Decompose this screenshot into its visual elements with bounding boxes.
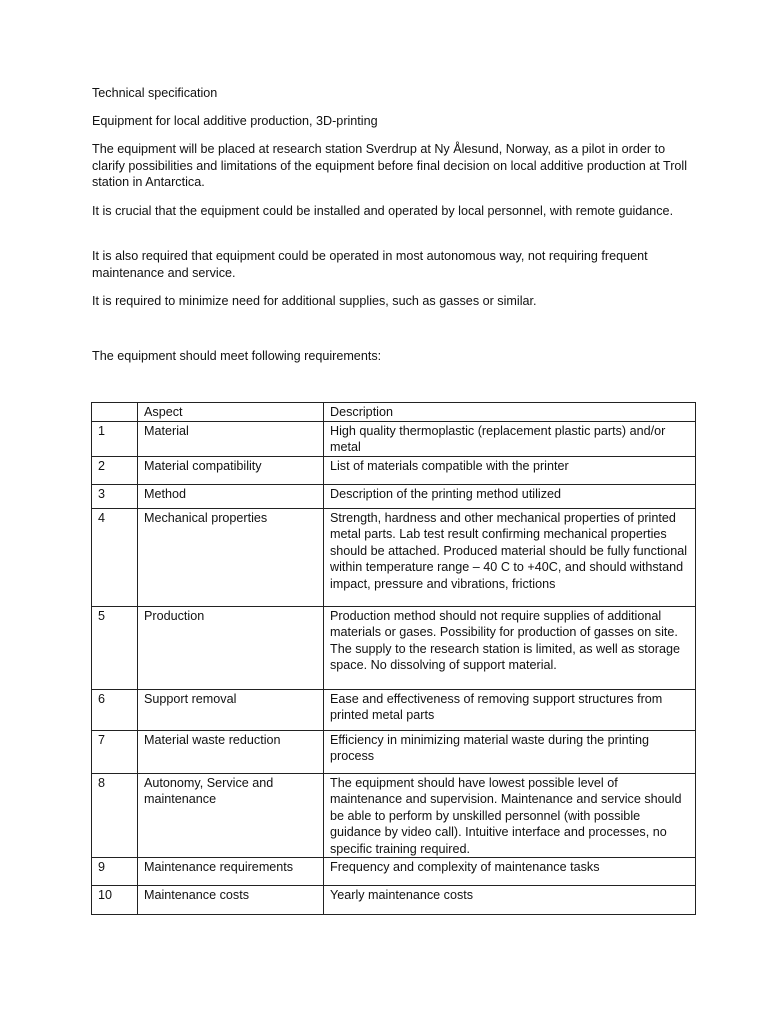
requirements-intro: The equipment should meet following requirements: xyxy=(92,349,382,363)
row-description: Description of the printing method utilized xyxy=(324,484,696,508)
table-row xyxy=(92,689,696,730)
paragraph-location: The equipment will be placed at research station Sverdrup at Ny Ålesund, Norway, as a pilot in order to clarify possibilities and limitations of the equipment before final decision on local additive production at Troll station in Antarctica. xyxy=(92,142,688,189)
row-description: List of materials compatible with the printer xyxy=(324,456,696,484)
table-row xyxy=(92,484,696,508)
row-number: 3 xyxy=(92,484,138,508)
table-row xyxy=(92,421,696,456)
document-title: Technical specification xyxy=(92,86,218,100)
table-row xyxy=(92,858,696,886)
row-aspect: Material waste reduction xyxy=(138,730,324,773)
requirements-table xyxy=(91,402,696,915)
header-cell-number xyxy=(92,403,138,422)
row-number: 6 xyxy=(92,689,138,730)
row-number: 1 xyxy=(92,421,138,456)
row-aspect: Mechanical properties xyxy=(138,508,324,606)
table-row xyxy=(92,508,696,606)
paragraph-installation: It is crucial that the equipment could be installed and operated by local personnel, with remote guidance. xyxy=(92,204,674,218)
table-header-row xyxy=(92,403,696,422)
header-cell-aspect: Aspect xyxy=(138,403,324,422)
row-aspect: Method xyxy=(138,484,324,508)
row-number: 10 xyxy=(92,886,138,915)
row-description: Yearly maintenance costs xyxy=(324,886,696,915)
row-aspect: Support removal xyxy=(138,689,324,730)
table-row xyxy=(92,456,696,484)
row-aspect: Production xyxy=(138,606,324,689)
row-aspect: Maintenance costs xyxy=(138,886,324,915)
row-aspect: Material compatibility xyxy=(138,456,324,484)
row-number: 9 xyxy=(92,858,138,886)
row-description: Production method should not require supplies of additional materials or gases. Possibility for production of gasses on site. The supply to the research station is limited, as well as storage space. No dissolving of support material. xyxy=(324,606,696,689)
document-subtitle: Equipment for local additive production, 3D-printing xyxy=(92,114,378,128)
row-number: 7 xyxy=(92,730,138,773)
paragraph-autonomy: It is also required that equipment could be operated in most autonomous way, not requiring frequent maintenance and service. xyxy=(92,249,648,280)
row-description: Efficiency in minimizing material waste during the printing process xyxy=(324,730,696,773)
row-number: 2 xyxy=(92,456,138,484)
row-description: Ease and effectiveness of removing support structures from printed metal parts xyxy=(324,689,696,730)
row-aspect: Maintenance requirements xyxy=(138,858,324,886)
header-cell-description: Description xyxy=(324,403,696,422)
row-number: 8 xyxy=(92,773,138,858)
row-aspect: Autonomy, Service and maintenance xyxy=(138,773,324,858)
row-description: Frequency and complexity of maintenance tasks xyxy=(324,858,696,886)
paragraph-supplies: It is required to minimize need for additional supplies, such as gasses or similar. xyxy=(92,294,537,308)
row-description: Strength, hardness and other mechanical properties of printed metal parts. Lab test result confirming mechanical properties should be attached. Produced material should be fully functional within temperature range – 40 C to +40C, and should withstand impact, pressure and vibrations, frictions xyxy=(324,508,696,606)
row-number: 5 xyxy=(92,606,138,689)
row-description: The equipment should have lowest possible level of maintenance and supervision. Maintenance and service should be able to perform by unskilled personnel (with possible guidance by video call). Intuitive interface and processes, no specific training required. xyxy=(324,773,696,858)
row-description: High quality thermoplastic (replacement plastic parts) and/or metal xyxy=(324,421,696,456)
row-aspect: Material xyxy=(138,421,324,456)
table-row xyxy=(92,730,696,773)
table-row xyxy=(92,886,696,915)
table-row xyxy=(92,606,696,689)
table-row xyxy=(92,773,696,858)
row-number: 4 xyxy=(92,508,138,606)
